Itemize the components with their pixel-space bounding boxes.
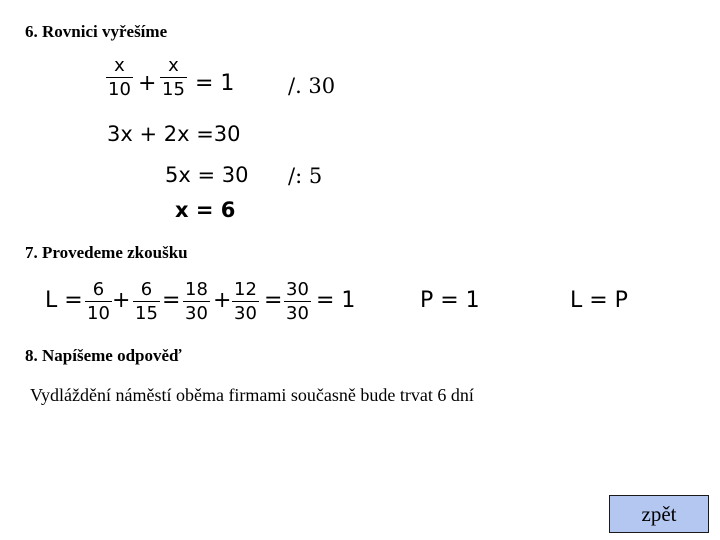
fraction-denominator: 30 (185, 303, 208, 324)
check-equals-2: = (264, 288, 283, 313)
eq1-fraction-x-over-15 (160, 56, 187, 100)
check-result: = 1 (316, 288, 356, 313)
answer-text: Vydláždění náměstí oběma firmami současně bude trvat 6 dní (30, 385, 474, 405)
eq1-rhs: = 1 (195, 71, 235, 96)
fraction-denominator: 30 (234, 303, 257, 324)
eq1-operation: /. 30 (288, 74, 336, 98)
fraction-numerator: 6 (140, 279, 153, 300)
check-fraction-5 (284, 280, 311, 324)
fraction-denominator: 30 (286, 303, 309, 324)
fraction-denominator: 10 (108, 79, 131, 100)
section-6-heading: 6. Rovnici vyřešíme (25, 22, 168, 41)
back-button[interactable]: zpět (609, 495, 709, 533)
fraction-numerator: x (114, 55, 125, 76)
check-fraction-2 (133, 280, 160, 324)
fraction-numerator: 12 (234, 279, 257, 300)
check-fraction-1 (85, 280, 112, 324)
check-equals-1: = (162, 288, 181, 313)
check-conclusion: L = P (570, 288, 628, 313)
section-7-heading: 7. Provedeme zkoušku (25, 243, 188, 262)
fraction-denominator: 15 (162, 79, 185, 100)
fraction-denominator: 10 (87, 303, 110, 324)
fraction-numerator: 18 (185, 279, 208, 300)
fraction-numerator: x (168, 55, 179, 76)
eq3: 5x = 30 (165, 163, 249, 187)
fraction-bar (232, 301, 259, 302)
fraction-bar (85, 301, 112, 302)
eq4-solution: x = 6 (175, 198, 236, 222)
eq1-plus: + (138, 71, 157, 96)
section-8-heading: 8. Napíšeme odpověď (25, 346, 182, 365)
check-right-side: P = 1 (420, 288, 480, 313)
fraction-bar (160, 77, 187, 78)
check-plus-1: + (112, 288, 131, 313)
fraction-denominator: 15 (135, 303, 158, 324)
check-fraction-3 (183, 280, 210, 324)
check-left-label: L = (45, 288, 83, 313)
eq1-fraction-x-over-10 (106, 56, 133, 100)
fraction-bar (106, 77, 133, 78)
fraction-bar (133, 301, 160, 302)
eq2: 3x + 2x =30 (107, 122, 241, 146)
check-fraction-4 (232, 280, 259, 324)
fraction-bar (183, 301, 210, 302)
eq3-operation: /: 5 (288, 164, 323, 188)
check-plus-2: + (213, 288, 232, 313)
fraction-bar (284, 301, 311, 302)
fraction-numerator: 30 (286, 279, 309, 300)
fraction-numerator: 6 (92, 279, 105, 300)
